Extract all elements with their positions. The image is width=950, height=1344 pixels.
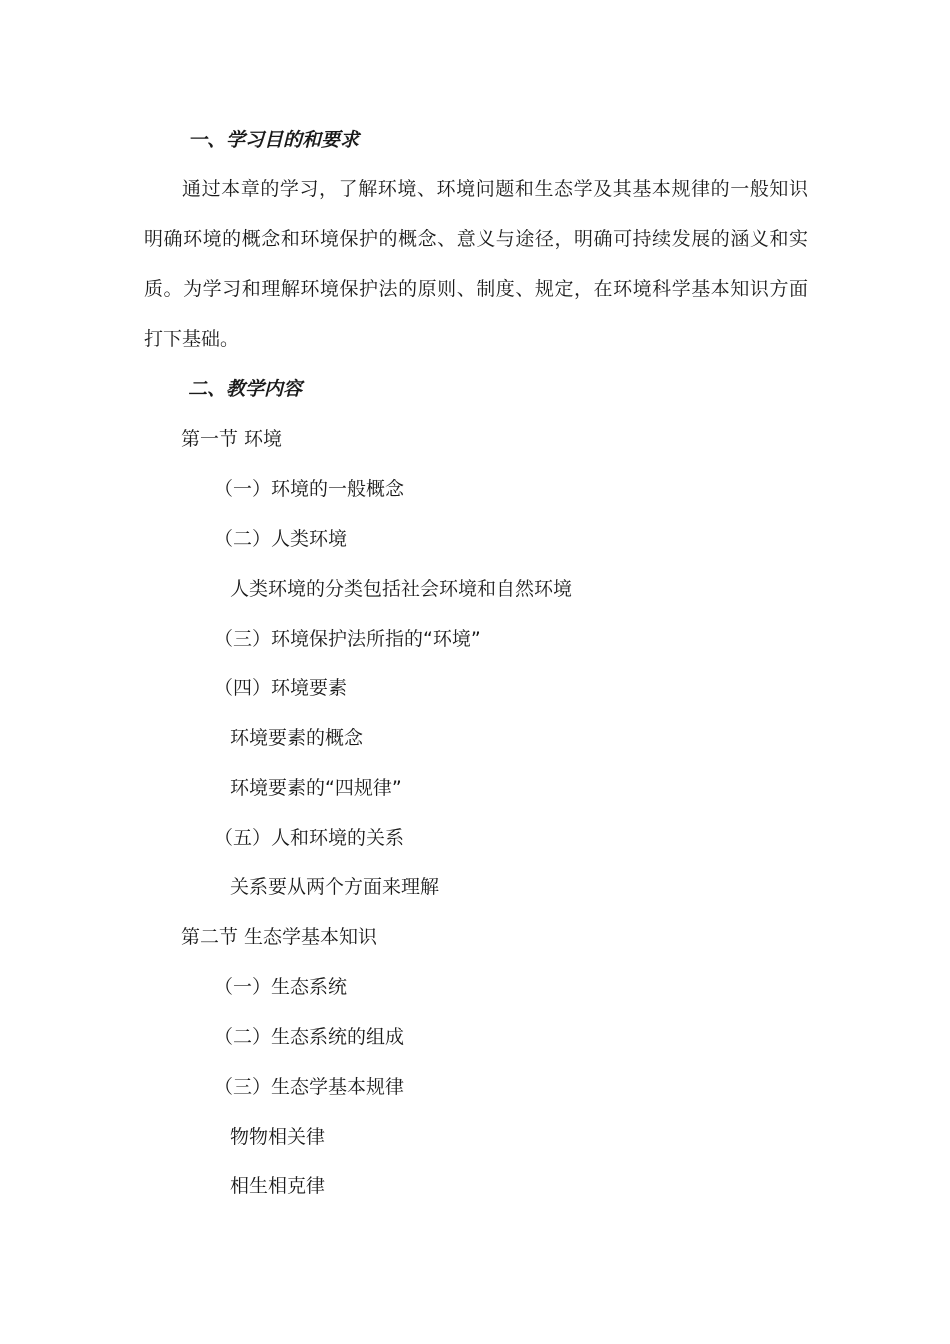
lesson2-subitem: 物物相关律: [230, 1126, 326, 1148]
lesson2-subitem: 相生相克律: [230, 1175, 326, 1197]
lesson1-item: （三）环境保护法所指的“环境”: [214, 628, 481, 650]
lesson1-subitem: 人类环境的分类包括社会环境和自然环境: [230, 578, 573, 600]
lesson1-item: （五）人和环境的关系: [214, 827, 405, 849]
lesson1-subitem: 关系要从两个方面来理解: [230, 876, 440, 898]
lesson2-item: （二）生态系统的组成: [214, 1026, 405, 1048]
lesson1-item: （二）人类环境: [214, 528, 348, 550]
lesson1-item: （一）环境的一般概念: [214, 478, 405, 500]
lesson2-title: 第二节 生态学基本知识: [181, 926, 378, 948]
lesson1-subitem: 环境要素的“四规律”: [230, 777, 402, 799]
lesson1-subitem: 环境要素的概念: [230, 727, 364, 749]
section1-heading: 一、学习目的和要求: [188, 129, 360, 151]
lesson1-title: 第一节 环境: [181, 428, 283, 450]
lesson1-item: （四）环境要素: [214, 677, 348, 699]
section2-heading: 二、教学内容: [188, 378, 303, 400]
lesson2-item: （三）生态学基本规律: [214, 1076, 405, 1098]
lesson2-item: （一）生态系统: [214, 976, 348, 998]
section1-paragraph: 通过本章的学习，了解环境、环境问题和生态学及其基本规律的一般知识明确环境的概念和环境保护的概念、意义与途径，明确可持续发展的涵义和实质。为学习和理解环境保护法的原则、制度、规定，在环境科学基本知识方面打下基础。: [144, 178, 808, 350]
